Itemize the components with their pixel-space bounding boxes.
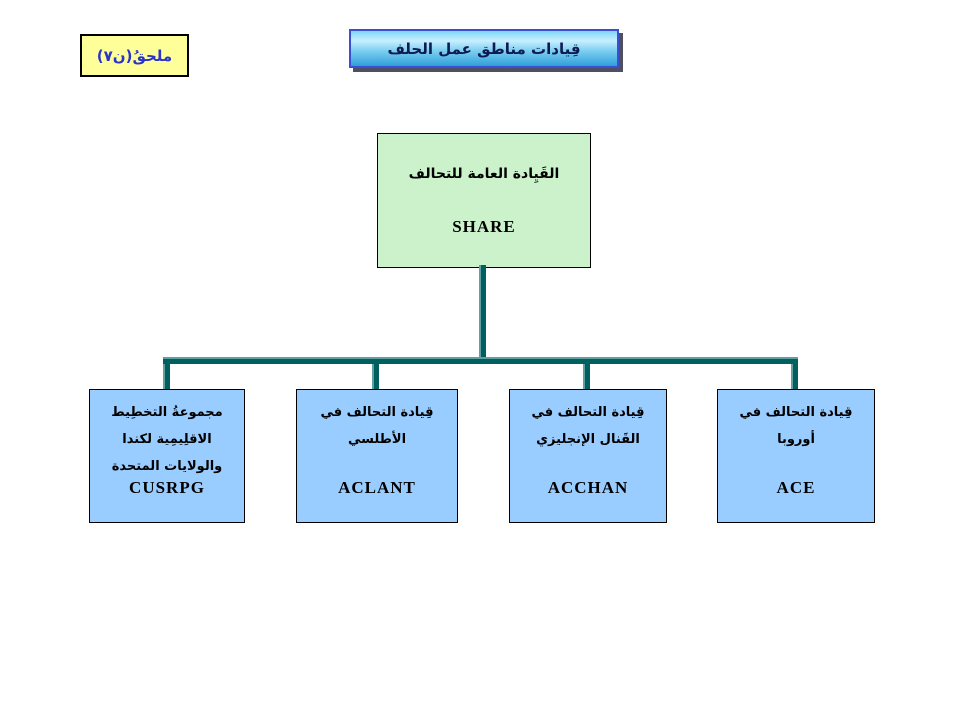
connector-stem: [479, 265, 486, 362]
org-node-cusrpg-name: [90, 399, 244, 480]
name-line: قِيادة التحالف في: [320, 405, 434, 420]
org-node-acchan: [509, 389, 667, 523]
org-node-acchan-acronym: ACCHAN: [547, 478, 629, 497]
name-line: قِيادة التحالف في: [531, 405, 645, 420]
name-line: الاقلِيمِية لكندا: [122, 432, 212, 447]
connector-drop-aclant: [372, 364, 379, 389]
name-line: القَنال الإنجليزي: [536, 432, 640, 447]
annex-label: ملحقُ(ن٧): [96, 46, 173, 65]
connector-drop-cusrpg: [163, 364, 170, 389]
name-line: الأطلسي: [347, 432, 407, 447]
org-node-ace: [717, 389, 875, 523]
org-node-cusrpg-acronym: CUSRPG: [129, 478, 205, 497]
org-node-cusrpg: [89, 389, 245, 523]
org-node-ace-name: [718, 399, 874, 453]
org-node-aclant-name: [297, 399, 457, 453]
org-node-ace-acronym: ACE: [776, 478, 816, 497]
org-node-aclant: [296, 389, 458, 523]
connector-drop-ace: [791, 364, 798, 389]
name-line: والولايات المتحدة: [111, 459, 223, 474]
page-title: قِيادات مناطق عمل الحلف: [387, 39, 581, 58]
name-line: قِيادة التحالف في: [739, 405, 853, 420]
name-line: أوروبا: [777, 432, 815, 447]
org-node-share: [377, 133, 591, 268]
name-line: مجموعةُ التخطِيط: [111, 405, 223, 420]
annex-badge: [80, 34, 189, 77]
connector-drop-acchan: [583, 364, 590, 389]
connector-rail: [163, 357, 798, 364]
org-node-share-acronym: SHARE: [452, 217, 516, 236]
org-node-acchan-name: [510, 399, 666, 453]
title-banner: [349, 29, 619, 68]
org-node-aclant-acronym: ACLANT: [338, 478, 416, 497]
org-node-share-name: القَيِادة العامة للتحالف: [408, 166, 560, 182]
